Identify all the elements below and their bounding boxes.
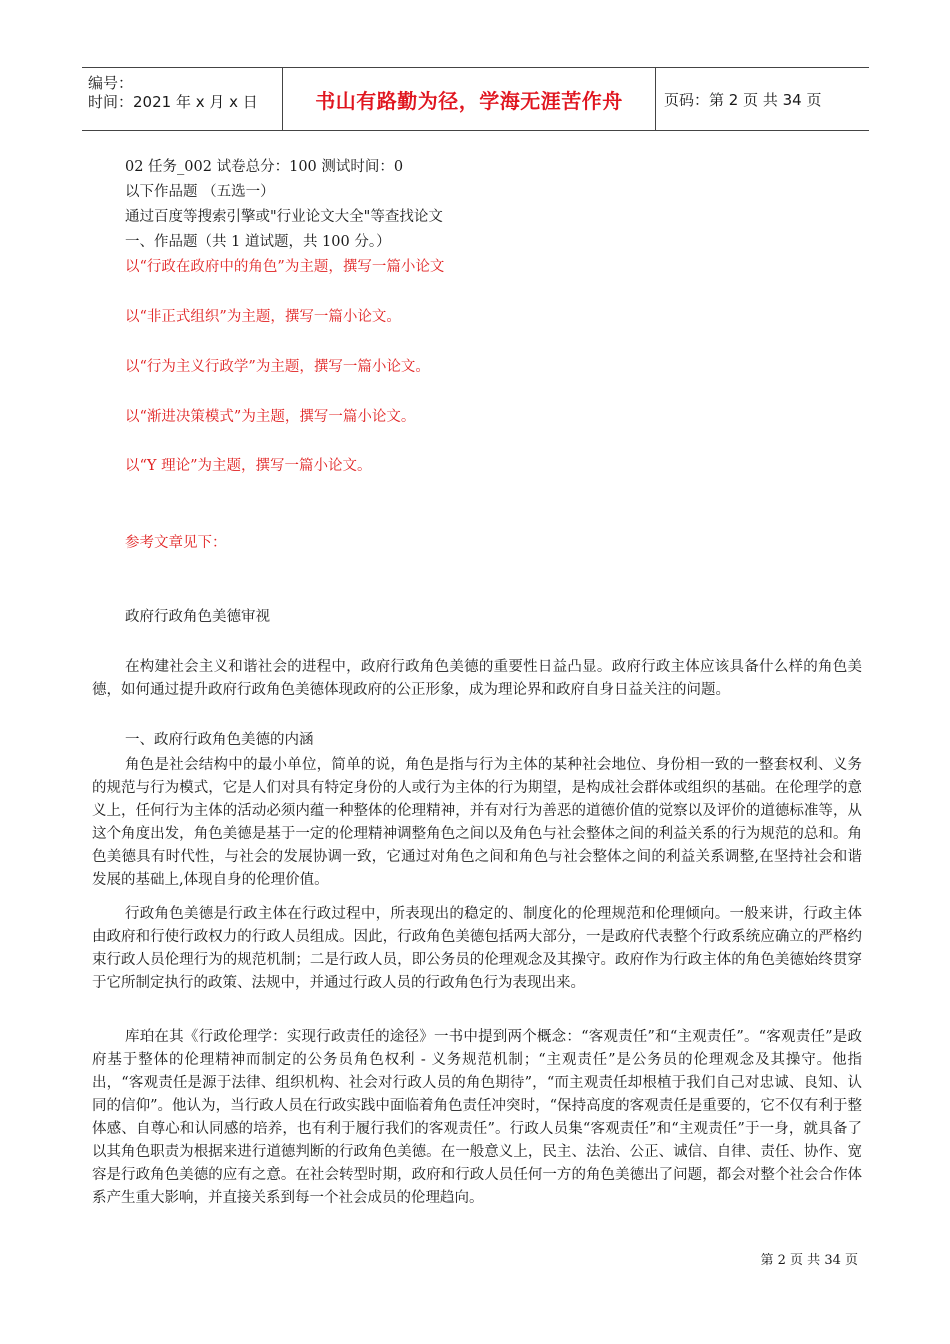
intro-line-4: 一、作品题（共 1 道试题，共 100 分。） (125, 234, 391, 250)
header-motto-cell (282, 68, 656, 130)
header-page-cell (656, 68, 869, 130)
article-paragraph-3: 行政角色美德是行政主体在行政过程中，所表现出的稳定的、制度化的伦理规范和伦理倾向。一般来讲，行政主体由政府和行使行政权力的行政人员组成。因此，行政角色美德包括两大部分，一是政府代表整个行政系统应确立的严格约束行政人员伦理行为的规范机制；二是行政人员，即公务员的伦理观念及其操守。政府作为行政主体的角色美德始终贯穿于它所制定执行的政策、法规中，并通过行政人员的行政角色行为表现出来。 (92, 906, 862, 991)
header-meta-cell (82, 68, 282, 130)
article-paragraph-2: 角色是社会结构中的最小单位，简单的说，角色是指与行为主体的某种社会地位、身份相一致的一整套权利、义务的规范与行为模式，它是人们对具有特定身份的人或行为主体的行为期望，是构成社会群体或组织的基础。在伦理学的意义上，任何行为主体的活动必须内蕴一种整体的伦理精神，并有对行为善恶的道德价值的觉察以及评价的道德标准等，从这个角度出发，角色美德是基于一定的伦理精神调整角色之间以及角色与社会整体之间的利益关系的行为规范的总和。角色美德具有时代性，与社会的发展协调一致，它通过对角色之间和角色与社会整体之间的利益关系调整,在坚持社会和谐发展的基础上,体现自身的伦理价值。 (92, 757, 862, 888)
number-label: 编号： (88, 74, 134, 92)
time-label: 时间：2021 年 x 月 x 日 (88, 93, 258, 111)
intro-line-1: 02 任务_002 试卷总分：100 测试时间：0 (125, 159, 404, 175)
page-header (82, 67, 869, 131)
section-heading-1: 一、政府行政角色美德的内涵 (125, 732, 314, 748)
motto-text: 书山有路勤为径，学海无涯苦作舟 (315, 88, 623, 113)
topic-item: 以“行为主义行政学”为主题，撰写一篇小论文。 (125, 359, 430, 375)
topic-item: 以“Y 理论”为主题，撰写一篇小论文。 (125, 458, 372, 474)
topic-item: 以“非正式组织”为主题，撰写一篇小论文。 (125, 309, 401, 325)
footer-page-number: 第 2 页 共 34 页 (760, 1253, 858, 1268)
intro-line-2: 以下作品题 （五选一） (125, 184, 275, 200)
article-title: 政府行政角色美德审视 (125, 609, 270, 625)
page-number-label: 页码：第 2 页 共 34 页 (664, 90, 822, 109)
article-paragraph-1: 在构建社会主义和谐社会的进程中，政府行政角色美德的重要性日益凸显。政府行政主体应该具备什么样的角色美德，如何通过提升政府行政角色美德体现政府的公正形象，成为理论界和政府自身日益关注的问题。 (92, 659, 862, 698)
topic-item: 以“渐进决策模式”为主题，撰写一篇小论文。 (125, 409, 416, 425)
reference-label: 参考文章见下： (125, 535, 227, 551)
article-paragraph-4: 库珀在其《行政伦理学：实现行政责任的途径》一书中提到两个概念：“客观责任”和“主观责任”。“客观责任”是政府基于整体的伦理精神而制定的公务员角色权利 - 义务规范机制；“主观责任”是公务员的伦理观念及其操守。他指出，“客观责任是源于法律、组织机构、社会对行政人员的角色期待”，“而主观责任却根植于我们自己对忠诚、良知、认同的信仰”。他认为，当行政人员在行政实践中面临着角色责任冲突时，“保持高度的客观责任是重要的，它不仅有利于整体感、自尊心和认同感的培养，也有利于履行我们的客观责任”。行政人员集“客观责任”和“主观责任”于一身，就具备了以其角色职责为根据来进行道德判断的行政角色美德。在一般意义上，民主、法治、公正、诚信、自律、责任、协作、宽容是行政角色美德的应有之意。在社会转型时期，政府和行政人员任何一方的角色美德出了问题，都会对整个社会合作体系产生重大影响，并直接关系到每一个社会成员的伦理趋向。 (92, 1029, 862, 1206)
topic-item: 以“行政在政府中的角色”为主题，撰写一篇小论文 (125, 259, 445, 275)
intro-line-3: 通过百度等搜索引擎或"行业论文大全"等查找论文 (125, 209, 443, 225)
